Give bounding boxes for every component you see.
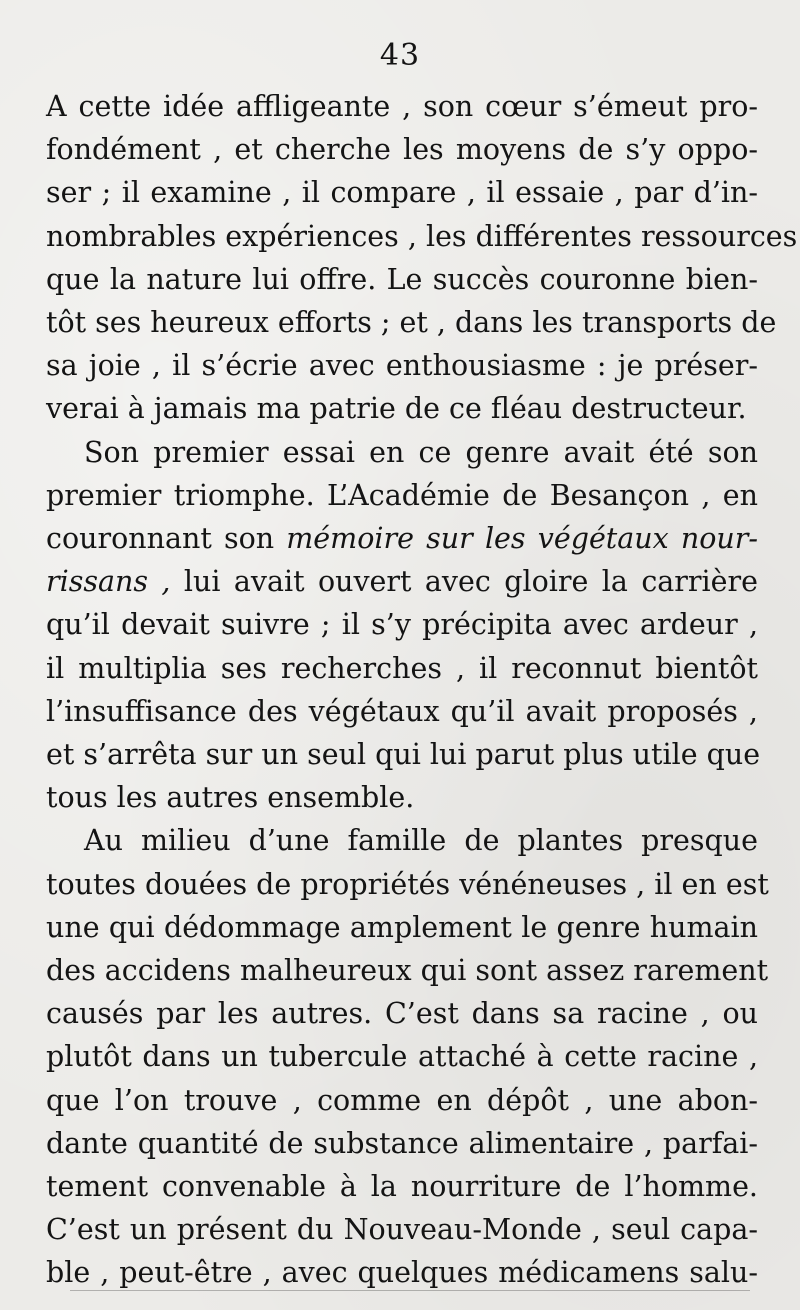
text-line: que la nature lui offre. Le succès couronne bien- (46, 262, 758, 296)
text-line: Au milieu d’une famille de plantes presque (84, 824, 758, 858)
text-line: que l’on trouve , comme en dépôt , une abon- (46, 1083, 758, 1117)
text-line-mixed (46, 517, 758, 560)
bottom-rule (70, 1290, 750, 1291)
text-line: dante quantité de substance alimentaire , parfai- (46, 1126, 758, 1160)
text-line: plutôt dans un tubercule attaché à cette racine , (46, 1040, 758, 1074)
text-line: tement convenable à la nourriture de l’homme. (46, 1170, 758, 1204)
text-line: tous les autres ensemble. (46, 781, 415, 815)
text-line: C’est un présent du Nouveau-Monde , seul capa- (46, 1213, 758, 1247)
text-line: verai à jamais ma patrie de ce fléau destructeur. (46, 392, 747, 426)
text-line: et s’arrêta sur un seul qui lui parut plus utile que (46, 738, 761, 772)
text-line: toutes douées de propriétés vénéneuses , il en est (46, 867, 769, 901)
text-line: qu’il devait suivre ; il s’y précipita avec ardeur , (46, 608, 758, 642)
text-line: fondément , et cherche les moyens de s’y oppo- (46, 133, 758, 167)
text-line: nombrables expériences , les différentes ressources (46, 219, 798, 253)
text-line: A cette idée affligeante , son cœur s’émeut pro- (46, 90, 758, 123)
page-number: 43 (379, 38, 421, 73)
text-line: ser ; il examine , il compare , il essaie , par d’in- (46, 176, 758, 210)
text-line: une qui dédommage amplement le genre humain (46, 910, 758, 944)
text-line: premier triomphe. L’Académie de Besançon , en (46, 478, 758, 512)
text-line: il multiplia ses recherches , il reconnut bientôt (46, 651, 758, 685)
text-line: Son premier essai en ce genre avait été son (84, 435, 758, 469)
text-run: lui avait ouvert avec gloire la carrière (170, 565, 758, 599)
text-line: tôt ses heureux efforts ; et , dans les transports de (46, 306, 777, 340)
text-line-mixed (46, 560, 758, 603)
text-line: l’insuffisance des végétaux qu’il avait proposés , (46, 694, 758, 728)
italic-title-run: mémoire sur les végétaux nour- (286, 522, 758, 556)
text-line: causés par les autres. C’est dans sa racine , ou (46, 997, 758, 1031)
text-run: couronnant son (46, 522, 287, 556)
italic-title-run: rissans , (46, 565, 171, 599)
text-line: sa joie , il s’écrie avec enthousiasme : je préser- (46, 349, 758, 383)
text-line: des accidens malheureux qui sont assez rarement (46, 954, 769, 988)
text-line: ble , peut-être , avec quelques médicamens salu- (46, 1256, 758, 1290)
body-text (46, 85, 798, 1295)
